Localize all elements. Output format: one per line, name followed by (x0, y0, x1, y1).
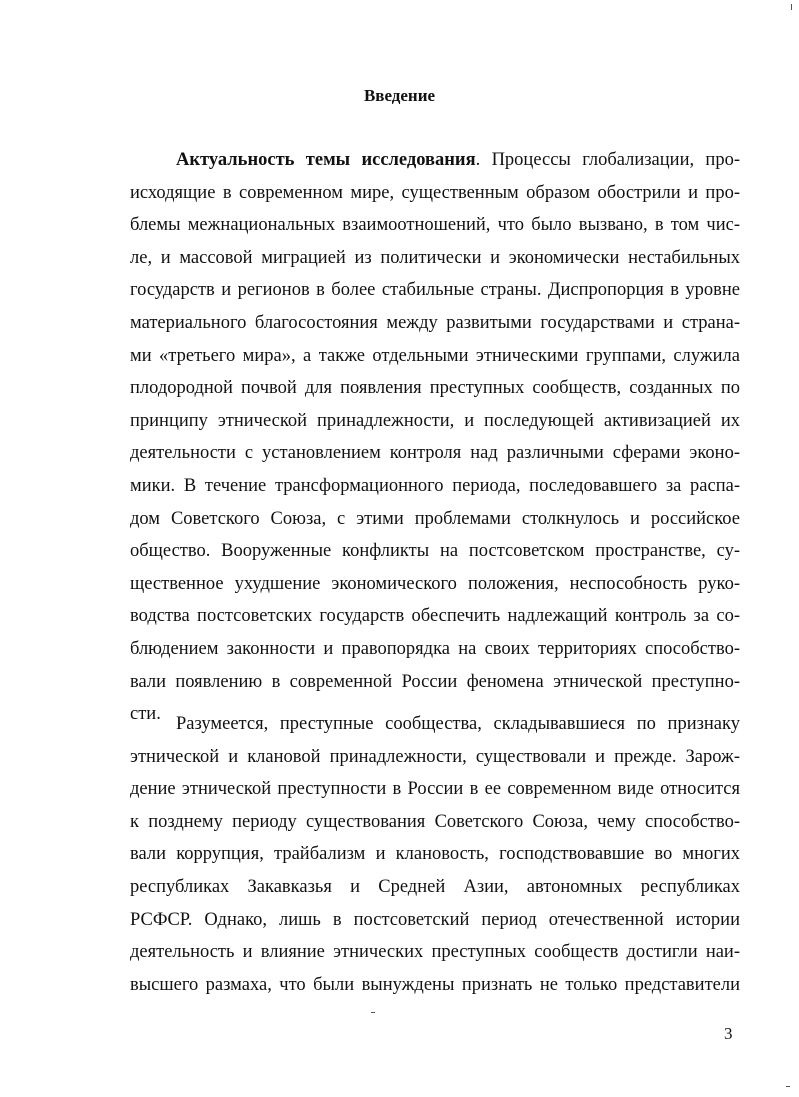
section-heading: Введение (363, 86, 436, 105)
text-line: плодородной почвой для появления преступных сообществ, созданных по (130, 378, 740, 399)
paragraph-1 (130, 144, 740, 731)
scan-speck (786, 1086, 790, 1087)
text-line: вали коррупция, трайбализм и клановость, господствовавшие во многих (130, 844, 740, 865)
text-line: республиках Закавказья и Средней Азии, автономных республиках (130, 876, 740, 897)
scan-speck (791, 4, 792, 10)
text-line: водства постсоветских государств обеспечить надлежащий контроль за со- (130, 606, 740, 627)
text-line: сти. (130, 704, 161, 725)
text-line: исходящие в современном мире, существенным образом обострили и про- (130, 182, 740, 203)
text-line: щественное ухудшение экономического положения, неспособность руко- (130, 573, 740, 594)
text-line: Разумеется, преступные сообщества, складывавшиеся по признаку (176, 714, 740, 734)
text-line: дом Советского Союза, с этими проблемами столкнулось и российское (130, 508, 740, 529)
text-line-rest: . Процессы глобализации, про- (475, 150, 740, 170)
text-line: блюдением законности и правопорядка на своих территориях способство- (130, 638, 740, 659)
text-line: дение этнической преступности в России в ее современном виде относится (130, 779, 740, 800)
text-line: мики. В течение трансформационного периода, последовавшего за распа- (130, 475, 740, 496)
text-line: государств и регионов в более стабильные страны. Диспропорция в уровне (130, 280, 740, 301)
text-line: высшего размаха, что были вынуждены признать не только представители (130, 974, 740, 995)
text-line: этнической и клановой принадлежности, существовали и прежде. Зарож- (130, 746, 740, 767)
text-line: ми «третьего мира», а также отдельными этническими группами, служила (130, 345, 740, 366)
text-line: к позднему периоду существования Советского Союза, чему способство- (130, 811, 740, 832)
text-line: вали появлению в современной России феномена этнической преступно- (130, 671, 740, 692)
text-line: деятельности с установлением контроля над различными сферами эконо- (130, 443, 740, 464)
text-line: ле, и массовой миграцией из политически и экономически нестабильных (130, 247, 740, 268)
paragraph-2 (130, 708, 740, 1001)
text-line: материального благосостояния между развитыми государствами и страна- (130, 312, 740, 333)
lead-phrase: Актуальность темы исследования (176, 150, 476, 170)
text-line: общество. Вооруженные конфликты на постсоветском пространстве, су- (130, 541, 740, 562)
text-line: блемы межнациональных взаимоотношений, что было вызвано, в том чис- (130, 215, 740, 236)
text-line: принципу этнической принадлежности, и последующей активизацией их (130, 410, 740, 431)
page-number: 3 (724, 1024, 733, 1043)
text-line: деятельность и влияние этнических преступных сообществ достигли наи- (130, 942, 740, 963)
text-line: РСФСР. Однако, лишь в постсоветский период отечественной истории (130, 909, 740, 930)
text-line (130, 144, 740, 177)
scan-speck (371, 1012, 375, 1013)
